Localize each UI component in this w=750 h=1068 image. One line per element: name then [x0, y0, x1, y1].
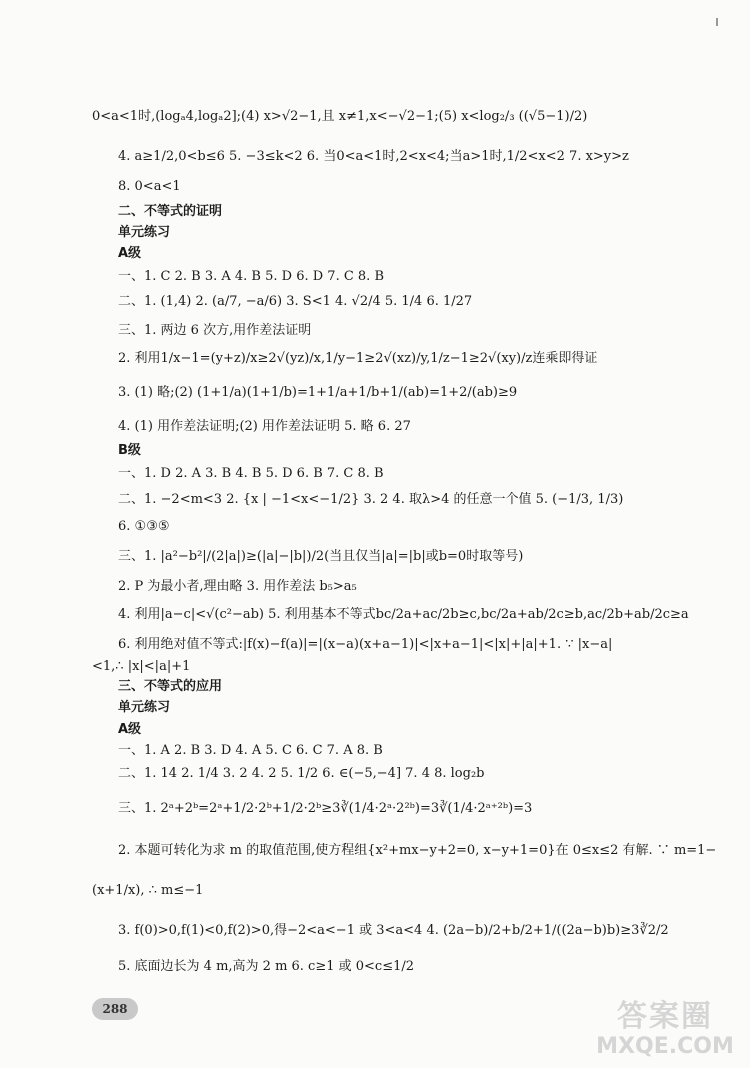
answer-line: 4. a≥1/2,0<b≤6 5. −3≤k<2 6. 当0<a<1时,2<x<4;当a>1时,1/2<x<2 7. x>y>z: [118, 149, 629, 164]
answer-line: 3. (1) 略;(2) (1+1/a)(1+1/b)=1+1/a+1/b+1/(ab)=1+2/(ab)≥9: [118, 385, 518, 400]
answer-line: 3. f(0)>0,f(1)<0,f(2)>0,得−2<a<−1 或 3<a<4 4. (2a−b)/2+b/2+1/((2a−b)b)≥3∛2/2: [118, 923, 669, 938]
answer-line: 5. 底面边长为 4 m,高为 2 m 6. c≥1 或 0<c≤1/2: [118, 959, 415, 974]
watermark: [590, 1000, 740, 1060]
answer-line: 2. P 为最小者,理由略 3. 用作差法 b₅>a₅: [118, 579, 357, 594]
answer-line: 二、1. (1,4) 2. (a/7, −a/6) 3. S<1 4. √2/4 5. 1/4 6. 1/27: [118, 294, 473, 309]
answer-line: 6. 利用绝对值不等式:|f(x)−f(a)|=|(x−a)(x+a−1)|<|x+a−1|<|x|+|a|+1. ∵ |x−a|: [118, 637, 613, 652]
watermark-site: MXQE.COM: [596, 1034, 734, 1059]
section-heading: 单元练习: [118, 700, 171, 715]
section-heading: 单元练习: [118, 225, 171, 240]
answer-line: 一、1. C 2. B 3. A 4. B 5. D 6. D 7. C 8. B: [118, 269, 384, 284]
section-heading: 二、不等式的证明: [118, 204, 223, 219]
answer-line: 一、1. D 2. A 3. B 4. B 5. D 6. B 7. C 8. B: [118, 466, 384, 481]
answer-line: 二、1. −2<m<3 2. {x | −1<x<−1/2} 3. 2 4. 取λ>4 的任意一个值 5. (−1/3, 1/3): [118, 492, 624, 507]
section-heading: A级: [118, 722, 142, 737]
answer-line: 一、1. A 2. B 3. D 4. A 5. C 6. C 7. A 8. B: [118, 743, 383, 758]
section-heading: A级: [118, 246, 142, 261]
section-heading: B级: [118, 443, 141, 458]
answer-line: 2. 利用1/x−1=(y+z)/x≥2√(yz)/x,1/y−1≥2√(xz)/y,1/z−1≥2√(xy)/z连乘即得证: [118, 351, 598, 366]
answer-line: 三、1. 两边 6 次方,用作差法证明: [118, 323, 312, 338]
scan-mark: [716, 18, 718, 26]
section-heading: 三、不等式的应用: [118, 679, 223, 694]
answer-line: 2. 本题可转化为求 m 的取值范围,使方程组{x²+mx−y+2=0, x−y+1=0}在 0≤x≤2 有解. ∵ m=1−: [118, 843, 717, 858]
answer-line: 4. 利用|a−c|<√(c²−ab) 5. 利用基本不等式bc/2a+ac/2b≥c,bc/2a+ab/2c≥b,ac/2b+ab/2c≥a: [118, 607, 689, 622]
answer-line: 二、1. 14 2. 1/4 3. 2 4. 2 5. 1/2 6. ∈(−5,−4] 7. 4 8. log₂b: [118, 766, 485, 781]
answer-line: 三、1. |a²−b²|/(2|a|)≥(|a|−|b|)/2(当且仅当|a|=|b|或b=0时取等号): [118, 549, 524, 564]
answer-line: 0<a<1时,(logₐ4,logₐ2];(4) x>√2−1,且 x≠1,x<−√2−1;(5) x<log₂/₃ ((√5−1)/2): [92, 109, 588, 124]
answer-line: 三、1. 2ᵃ+2ᵇ=2ᵃ+1/2·2ᵇ+1/2·2ᵇ≥3∛(1/4·2ᵃ·2²ᵇ)=3∛(1/4·2ᵃ⁺²ᵇ)=3: [118, 801, 533, 816]
answer-line: (x+1/x), ∴ m≤−1: [92, 883, 204, 898]
answer-line: 8. 0<a<1: [118, 179, 181, 194]
answer-line: 4. (1) 用作差法证明;(2) 用作差法证明 5. 略 6. 27: [118, 419, 411, 434]
watermark-logo: 答案圈: [617, 999, 713, 1034]
page-number: 288: [92, 998, 138, 1020]
answer-line: 6. ①③⑤: [118, 519, 170, 534]
answer-line: <1,∴ |x|<|a|+1: [92, 659, 191, 674]
